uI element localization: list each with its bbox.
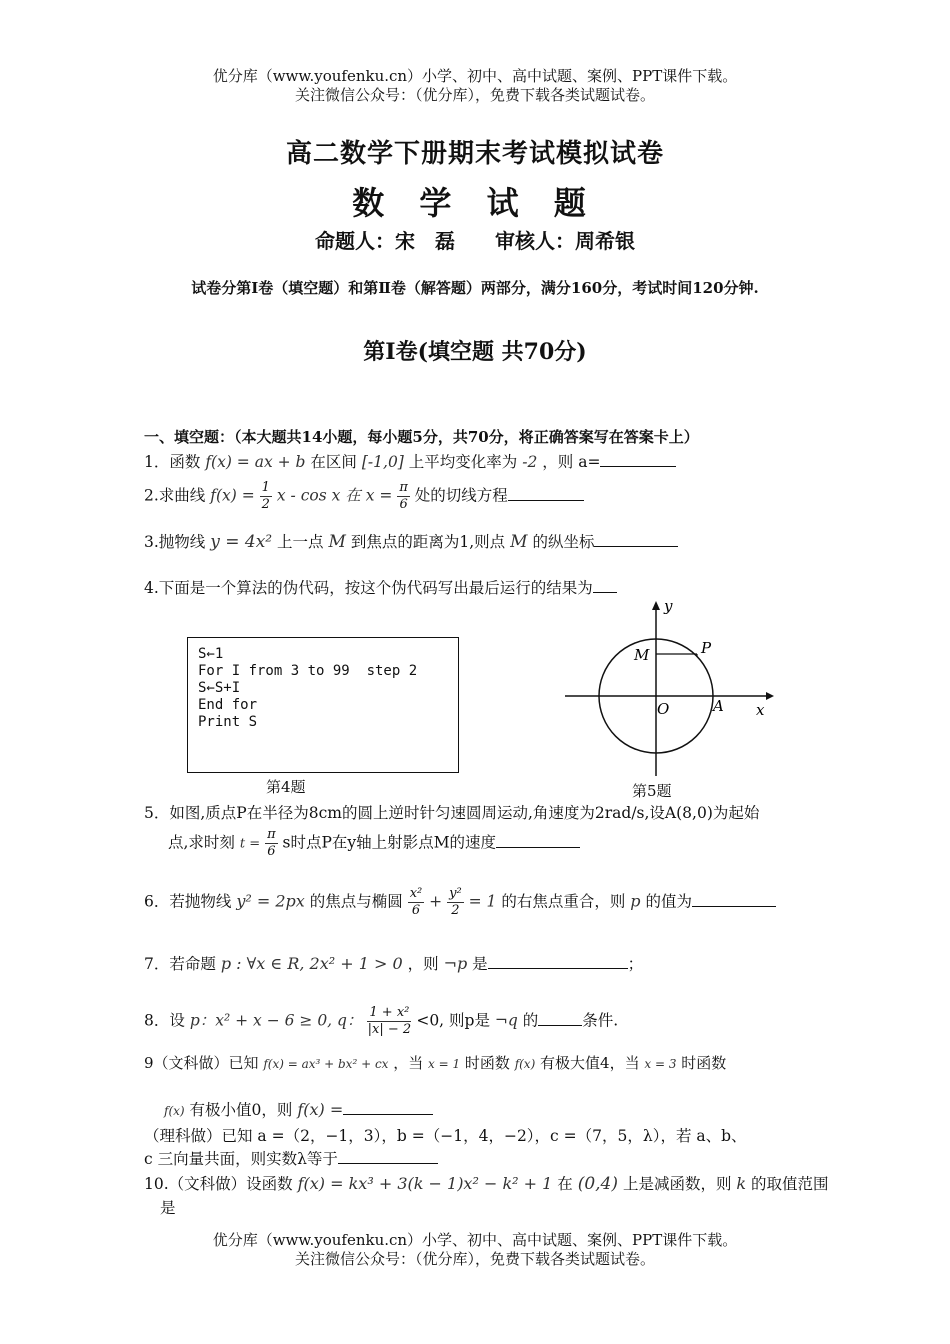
q6-frac-1 xyxy=(408,886,425,919)
question-1 xyxy=(144,450,676,472)
question-10 xyxy=(144,1172,829,1194)
q1-answer-blank xyxy=(600,452,676,467)
code-line: S←1 xyxy=(198,646,224,662)
q8-post: <0, 则p是 xyxy=(416,1011,490,1030)
circle-figure xyxy=(560,596,780,806)
q9-mid-3: 有极大值4，当 xyxy=(540,1054,640,1072)
label-y: y xyxy=(664,597,673,615)
q8-den: |x| − 2 xyxy=(367,1022,412,1037)
label-x: x xyxy=(756,701,765,719)
q3-m2: M xyxy=(510,532,528,552)
q1-rate: -2 xyxy=(522,453,538,471)
q3-post: 的纵坐标 xyxy=(532,533,595,551)
q6-eq: = 1 xyxy=(468,892,497,911)
question-10-line-2: 是 xyxy=(160,1199,176,1217)
q2-pi-fraction xyxy=(397,480,410,513)
q9-line4-text: c 三向量共面，则实数λ等于 xyxy=(144,1150,338,1168)
q4-answer-blank xyxy=(593,578,617,593)
q9-line2-text: 有极小值0，则 xyxy=(189,1101,293,1119)
q8-answer-blank xyxy=(538,1011,582,1026)
question-9-line-4 xyxy=(144,1147,438,1169)
q5-post: s时点P在y轴上射影点M的速度 xyxy=(282,833,497,852)
code-line: For I from 3 to 99 step 2 xyxy=(198,663,418,679)
subject-title: 数 学 试 题 xyxy=(352,184,598,222)
q1-post: 上平均变化率为 xyxy=(408,453,518,471)
q6-frac-2 xyxy=(447,886,464,919)
code-line: Print S xyxy=(198,714,258,730)
question-7: 7．若命题 p : ∀x ∈ R, 2x² + 1 > 0 ，则 ¬p 是 ； xyxy=(144,954,644,973)
q9-answer-blank xyxy=(343,1100,433,1115)
q6-post: 的右焦点重合，则 xyxy=(501,892,626,911)
q8-num: 1 + x² xyxy=(369,1005,410,1020)
code-caption: 第4题 xyxy=(266,778,306,796)
exam-info: 试卷分第Ⅰ卷（填空题）和第Ⅱ卷（解答题）两部分，满分160分，考试时间120分钟. xyxy=(191,279,759,297)
q9-func: f(x) = ax³ + bx² + cx xyxy=(263,1057,389,1071)
q7-pre: 7．若命题 xyxy=(144,955,216,973)
q8-pre: 8．设 xyxy=(144,1011,185,1030)
q2-piden: 6 xyxy=(399,497,408,512)
figure-caption: 第5题 xyxy=(632,782,672,800)
q1-mid: 在区间 xyxy=(310,453,357,471)
q2-num: 1 xyxy=(261,480,270,495)
q9-line2-fx: f(x) xyxy=(164,1104,185,1118)
q6-d2: 2 xyxy=(451,903,460,918)
q8-end-2: 条件. xyxy=(582,1011,619,1030)
q2-den: 2 xyxy=(261,497,270,512)
q7-mid: ，则 xyxy=(407,955,439,973)
q5-den: 6 xyxy=(267,844,276,859)
q9-x1: x = 1 xyxy=(428,1057,461,1071)
q5-fraction xyxy=(265,827,278,860)
question-8 xyxy=(144,1005,618,1038)
q6-mid: 的焦点与椭圆 xyxy=(309,892,403,911)
question-5-line-2 xyxy=(168,827,580,860)
q1-expr: f(x) = ax + b xyxy=(205,453,306,471)
q5-num: π xyxy=(267,827,276,842)
q7-post: 是 xyxy=(472,955,488,973)
q7-expr: p : ∀x ∈ R, 2x² + 1 > 0 xyxy=(220,954,403,973)
header-line-2: 关注微信公众号：（优分库），免费下载各类试题试卷。 xyxy=(294,86,655,104)
q2-fraction xyxy=(260,480,272,513)
y-axis-arrow xyxy=(652,601,660,610)
q6-answer-blank xyxy=(692,892,776,907)
q6-pre: 6．若抛物线 xyxy=(144,892,232,911)
q3-mid: 上一点 xyxy=(277,533,324,551)
q6-n2: y² xyxy=(449,886,462,901)
label-a: A xyxy=(713,697,724,715)
q10-pre: 10.（文科做）设函数 xyxy=(144,1175,293,1193)
question-9-line-1 xyxy=(144,1052,726,1073)
part-title: 第Ⅰ卷(填空题 共70分) xyxy=(363,339,587,365)
q8-fraction xyxy=(367,1005,411,1038)
q2-post: 处的切线方程 xyxy=(414,486,508,505)
q5-answer-blank xyxy=(496,833,580,848)
q2-pinum: π xyxy=(399,480,408,495)
footer-line-2: 关注微信公众号：（优分库），免费下载各类试题试卷。 xyxy=(294,1250,655,1268)
q3-pre: 3.抛物线 xyxy=(144,533,206,551)
q7-answer-blank xyxy=(488,954,628,969)
q10-mid: 在 xyxy=(557,1175,573,1193)
q7-neg: ¬p xyxy=(443,954,468,973)
q3-expr: y = 4x² xyxy=(210,532,273,552)
q2-func: f(x) = xyxy=(210,486,255,505)
q6-expr: y² = 2px xyxy=(236,891,305,911)
q6-plus: + xyxy=(429,892,443,911)
x-axis-arrow xyxy=(766,692,774,700)
question-6 xyxy=(144,886,776,919)
q9-pre: 9（文科做）已知 xyxy=(144,1054,259,1072)
q10-k: k xyxy=(736,1174,747,1193)
q3-answer-blank xyxy=(594,532,678,547)
q9-science-answer-blank xyxy=(338,1149,438,1164)
q3-m1: M xyxy=(328,532,346,552)
q9-line2-expr: f(x) = xyxy=(297,1100,344,1119)
q9-fx: f(x) xyxy=(514,1057,536,1071)
q8-expr: p：x² + x − 6 ≥ 0, q： xyxy=(189,1011,363,1030)
question-3 xyxy=(144,530,678,552)
q10-expr: f(x) = kx³ + 3(k − 1)x² − k² + 1 xyxy=(297,1174,553,1193)
header-line-1: 优分库（www.youfenku.cn）小学、初中、高中试题、案例、PPT课件下载。 xyxy=(212,67,738,85)
q10-post: 上是减函数，则 xyxy=(622,1175,732,1193)
code-line: End for xyxy=(198,697,258,713)
q8-end: 的 xyxy=(522,1011,539,1030)
q5-t: t = xyxy=(239,836,261,852)
q2-expr: x - cos x 在 x = xyxy=(276,486,393,505)
q9-end: 时函数 xyxy=(681,1054,727,1072)
q1-pre: 1．函数 xyxy=(144,453,201,471)
q10-interval: (0,4) xyxy=(577,1174,619,1194)
authors-line: 命题人：宋 磊 审核人：周希银 xyxy=(315,229,635,253)
q9-mid-2: 时函数 xyxy=(464,1054,510,1072)
label-m: M xyxy=(634,646,650,664)
question-5-line-1: 5．如图,质点P在半径为8cm的圆上逆时针匀速圆周运动,角速度为2rad/s,设A(8,0)为起始 xyxy=(144,804,760,822)
footer-line-1: 优分库（www.youfenku.cn）小学、初中、高中试题、案例、PPT课件下载。 xyxy=(212,1231,738,1249)
q1-end: ，则 a= xyxy=(542,453,601,471)
q8-neg: ¬q xyxy=(494,1011,518,1030)
q2-pre: 2.求曲线 xyxy=(144,486,206,505)
q9-mid: ，当 xyxy=(393,1054,424,1072)
exam-title: 高二数学下册期末考试模拟试卷 xyxy=(285,139,664,169)
question-4 xyxy=(144,576,617,598)
code-line: S←S+I xyxy=(198,680,241,696)
q2-answer-blank xyxy=(508,486,584,501)
q1-interval: [-1,0] xyxy=(361,453,404,471)
question-9-line-2 xyxy=(164,1098,433,1120)
q9-x3: x = 3 xyxy=(644,1057,677,1071)
label-p: P xyxy=(701,639,712,657)
q6-end: 的值为 xyxy=(645,892,692,911)
question-2 xyxy=(144,480,584,513)
q4-text: 4.下面是一个算法的伪代码，按这个伪代码写出最后运行的结果为 xyxy=(144,579,593,597)
q6-d1: 6 xyxy=(411,903,421,918)
section-heading: 一、填空题：（本大题共14小题，每小题5分，共70分，将正确答案写在答案卡上） xyxy=(144,428,699,446)
label-o: O xyxy=(657,700,670,718)
pseudo-code-box xyxy=(187,637,459,773)
q3-mid2: 到焦点的距离为1,则点 xyxy=(350,533,506,551)
q5-pre: 点,求时刻 xyxy=(168,833,235,852)
q10-end: 的取值范围 xyxy=(751,1175,829,1193)
question-9-line-3: （理科做）已知 a =（2，−1，3），b =（−1，4，−2），c =（7，5，λ），若 a、b、 xyxy=(144,1127,747,1145)
q6-p: p xyxy=(630,891,641,911)
q6-n1: x² xyxy=(409,886,423,901)
